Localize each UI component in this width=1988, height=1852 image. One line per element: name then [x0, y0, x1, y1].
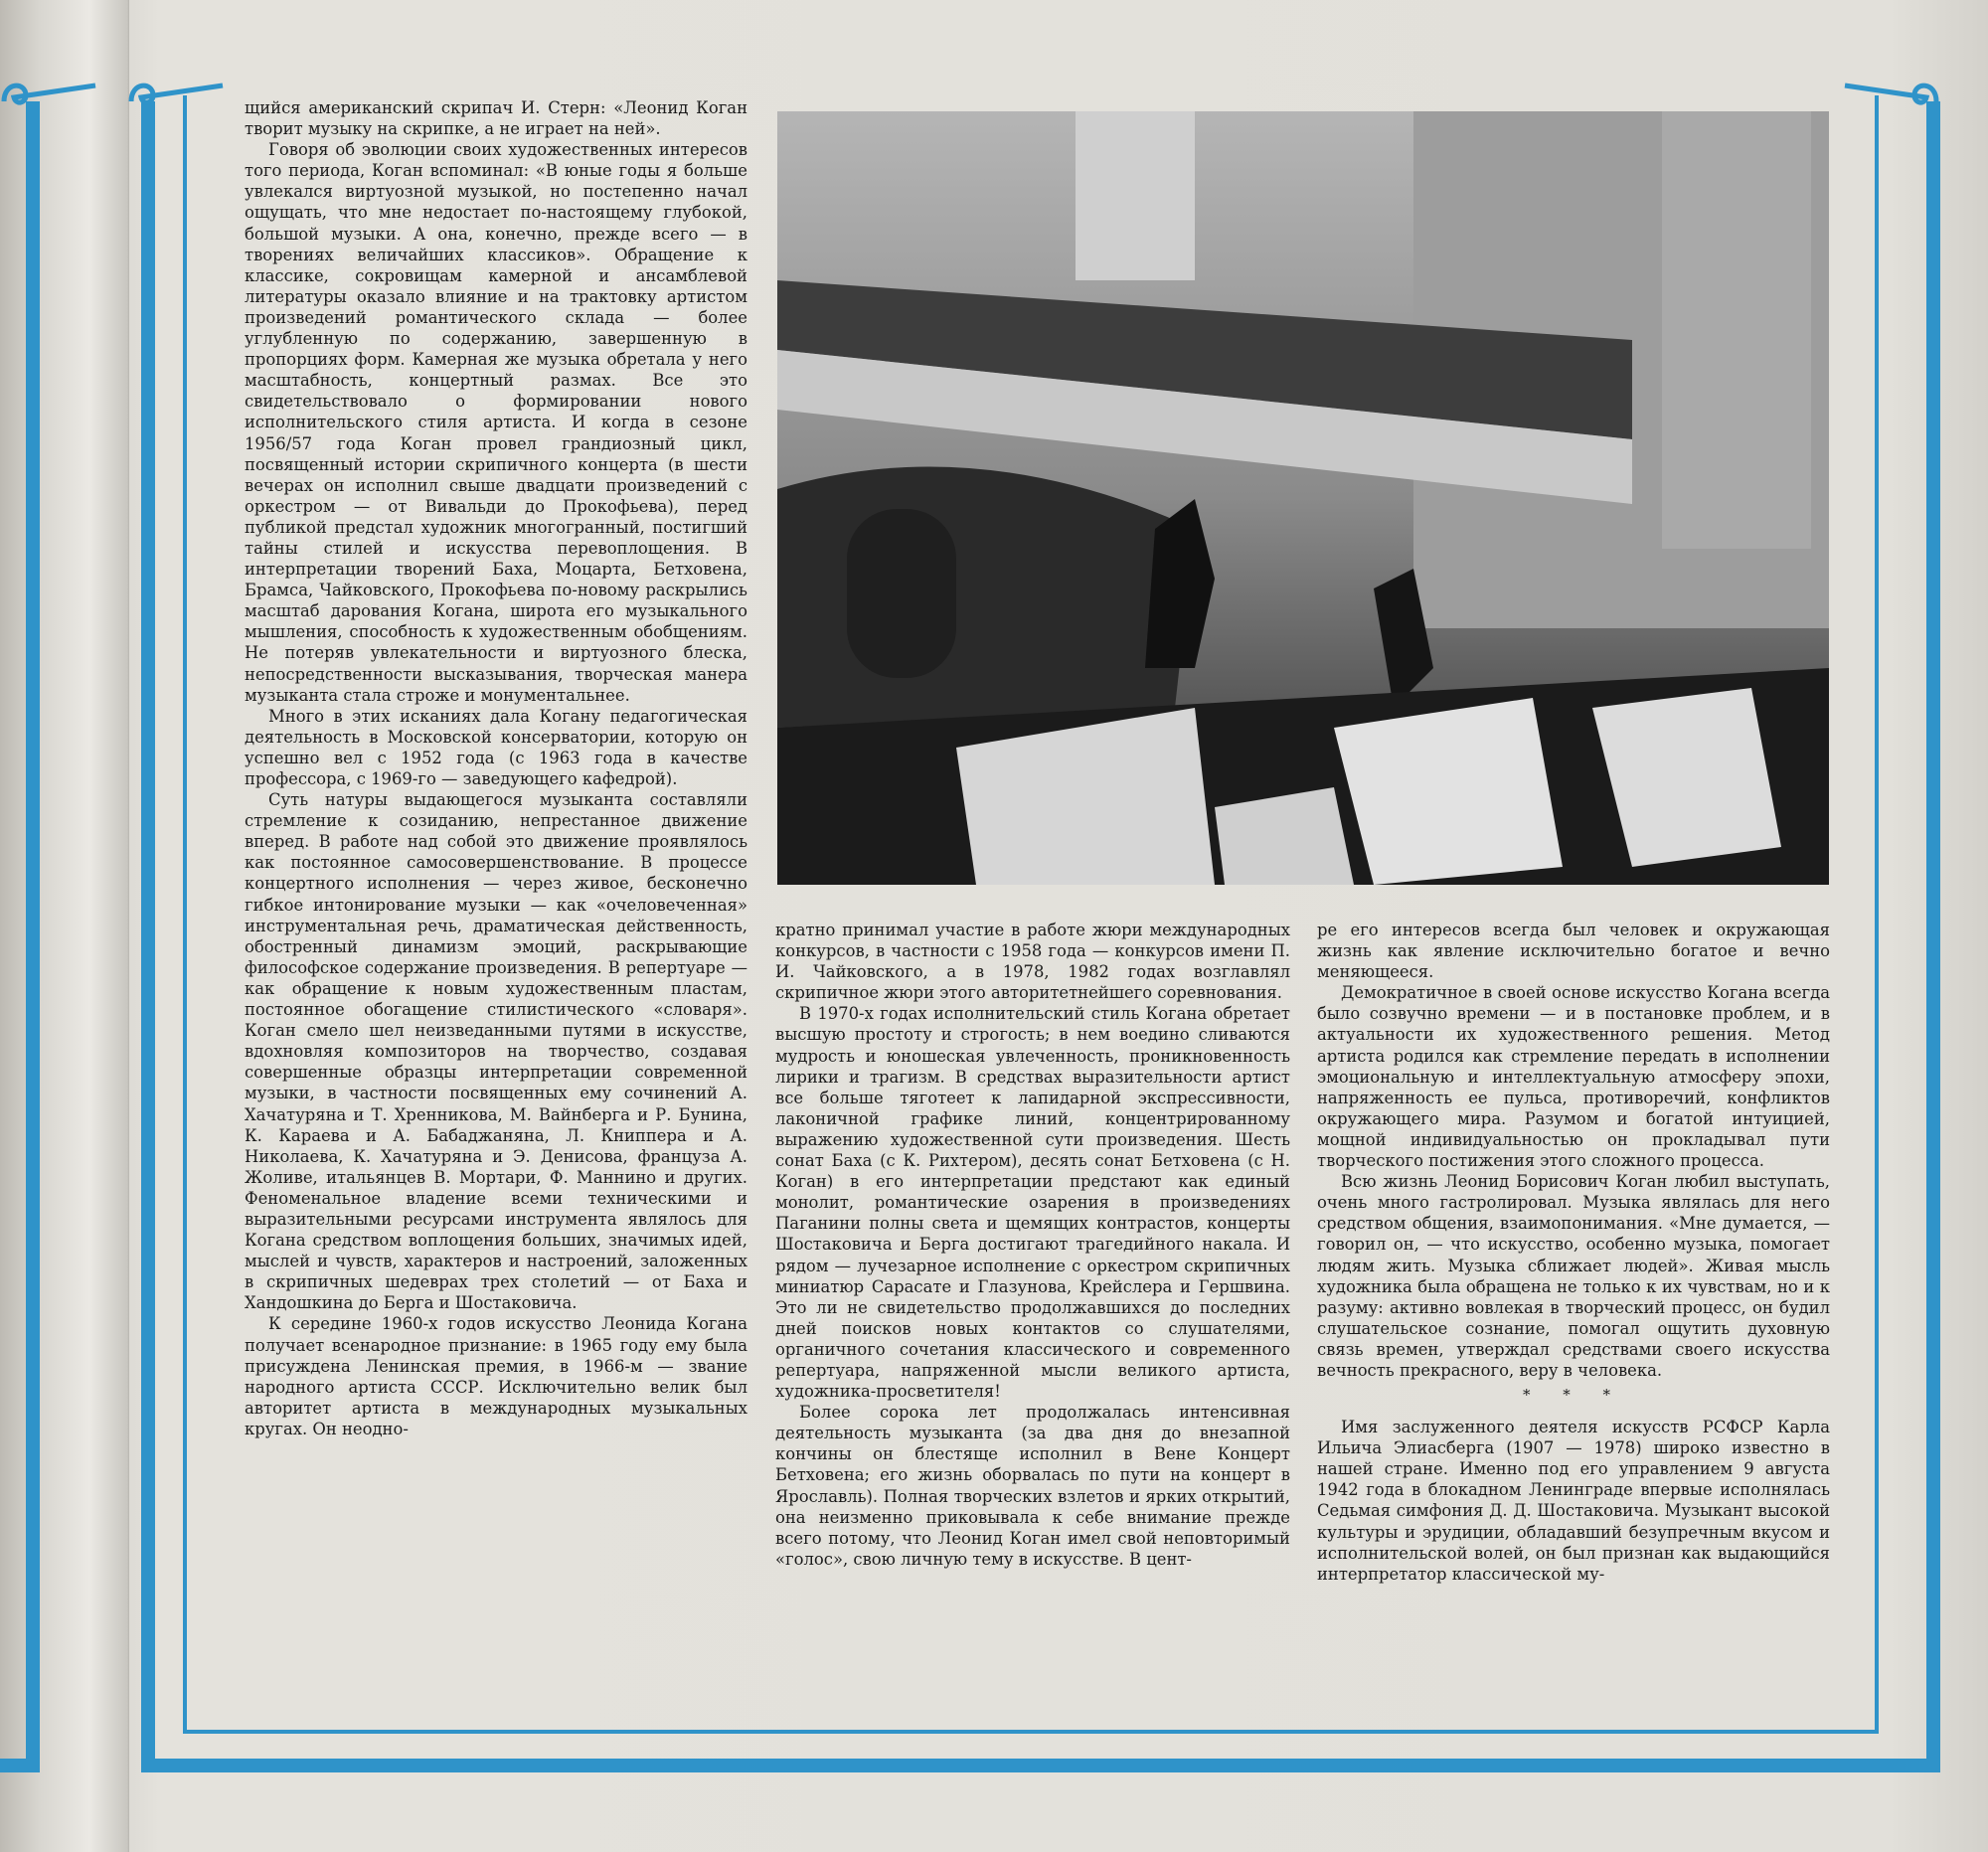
- left-panel-frame: [0, 101, 40, 1772]
- section-separator: * * *: [1522, 1386, 1625, 1405]
- paragraph: Много в этих исканиях дала Когану педагогическая деятельность в Московской консерватории, которую он успешно вел с 1952 года (с 1963 года в качестве профессора, с 1969-го — заведующего кафедрой).: [245, 706, 747, 788]
- concert-hall-photo-icon: [777, 111, 1829, 885]
- paragraph: К середине 1960-х годов искусство Леонида Когана получает всенародное признание: в 1965 году ему была присуждена Ленинская премия, в 1966-м — звание народного артиста СССР. Исключительно велик был авторитет артиста в международных музыкальных кругах. Он неодно-: [245, 1314, 747, 1438]
- scroll-ornament-icon: [127, 72, 227, 115]
- text-column-1: [245, 97, 747, 1439]
- paragraph: Демократичное в своей основе искусство Когана всегда было созвучно времени — и в постановке проблем, и в актуальности их художественного решения. Метод артиста родился как стремление передать в исполнении эмоциональную и интеллектуальную атмосферу эпохи, напряженность ее пульса, противоречий, конфликтов окружающего мира. Разумом и богатой интуицией, мощной индивидуальностью он прокладывал пути творческого постижения этого сложного процесса.: [1317, 983, 1830, 1171]
- paragraph: Всю жизнь Леонид Борисович Коган любил выступать, очень много гастролировал. Музыка являлась для него средством общения, взаимопонимания. «Мне думается, — говорил он, — что искусство, особенно музыка, помогает людям жить. Музыка сближает людей». Живая мысль художника была обращена не только к их чувствам, но и к разуму: активно вовлекая в творческий процесс, он будил слушательское сознание, помогал ощутить духовную связь времен, утверждал средствами своего искусства вечность прекрасного, веру в человека.: [1317, 1172, 1830, 1380]
- scroll-ornament-icon: [0, 72, 99, 115]
- paragraph: В 1970-х годах исполнительский стиль Когана обретает высшую простоту и строгость; в нем воедино сливаются мудрость и юношеская увлеченность, проникновенность лирики и трагизм. В средствах выразительности артист все больше тяготеет к лапидарной экспрессивности, лаконичной графике линий, концентрированному выражению художественной сути произведения. Шесть сонат Баха (с К. Рихтером), десять сонат Бетховена (с Н. Коган) в его интерпретации предстают как единый монолит, романтические озарения в произведениях Паганини полны света и щемящих контрастов, концерты Шостаковича и Берга достигают трагедийного накала. И рядом — лучезарное исполнение с оркестром скрипичных миниатюр Сарасате и Глазунова, Крейслера и Гершвина. Это ли не свидетельство продолжавшихся до последних дней поисков новых контактов со слушателями, органичного сочетания классического и современного репертуара, напряженной мысли великого артиста, художника-просветителя!: [775, 1004, 1290, 1402]
- paragraph: щийся американский скрипач И. Стерн: «Леонид Коган творит музыку на скрипке, а не играет на ней».: [245, 98, 747, 139]
- paragraph: Более сорока лет продолжалась интенсивная деятельность музыканта (за два дня до внезапной кончины он блестяще исполнил в Вене Концерт Бетховена; его жизнь оборвалась по пути на концерт в Ярославль). Полная творческих взлетов и ярких открытий, она неизменно приковывала к себе внимание прежде всего потому, что Леонид Коган имел свой неповторимый «голос», свою личную тему в искусстве. В цент-: [775, 1403, 1290, 1569]
- paragraph: ре его интересов всегда был человек и окружающая жизнь как явление исключительно богатое и вечно меняющееся.: [1317, 921, 1830, 982]
- paragraph: кратно принимал участие в работе жюри международных конкурсов, в частности с 1958 года — конкурсов имени П. И. Чайковского, а в 1978, 1982 годах возглавлял скрипичное жюри этого авторитетнейшего соревнования.: [775, 921, 1290, 1003]
- text-column-2: [775, 920, 1290, 1570]
- paragraph: Суть натуры выдающегося музыканта составляли стремление к созиданию, непрестанное движение вперед. В работе над собой это движение проявлялось как постоянное самосовершенствование. В процессе концертного исполнения — через живое, бесконечно гибкое интонирование музыки — как «очеловеченная» инструментальная речь, драматическая действенность, обостренный динамизм эмоций, раскрывающие философское содержание произведения. В репертуаре — как обращение к новым художественным пластам, постоянное обогащение стилистического «словаря». Коган смело шел неизведанными путями в искусстве, вдохновляя композиторов на творчество, создавая совершенные образцы интерпретации современной музыки, в частности посвященных ему сочинений А. Хачатуряна и Т. Хренникова, М. Вайнберга и Р. Бунина, К. Караева и А. Бабаджаняна, Л. Книппера и А. Николаева, К. Хачатуряна и Э. Денисова, француза А. Жоливе, итальянцев В. Мортари, Ф. Маннино и других. Феноменальное владение всеми техническими и выразительными ресурсами инструмента являлось для Когана средством воплощения больших, значимых идей, мыслей и чувств, характеров и настроений, заложенных в скрипичных шедеврах трех столетий — от Баха и Хандошкина до Берга и Шостаковича.: [245, 790, 747, 1313]
- text-column-3: [1317, 920, 1830, 1585]
- scroll-ornament-icon: [1841, 72, 1940, 115]
- paragraph: Говоря об эволюции своих художественных интересов того периода, Коган вспоминал: «В юные годы я больше увлекался виртуозной музыкой, но постепенно начал ощущать, что мне недостает по-настоящему глубокой, большой музыки. А она, конечно, прежде всего — в творениях величайших классиков». Обращение к классике, сокровищам камерной и ансамблевой литературы оказало влияние и на трактовку артистом произведений романтического склада — более углубленную по содержанию, завершенную в пропорциях форм. Камерная же музыка обретала у него масштабность, концертный размах. Все это свидетельствовало о формировании нового исполнительского стиля артиста. И когда в сезоне 1956/57 года Коган провел грандиозный цикл, посвященный истории скрипичного концерта (в шести вечерах он исполнил свыше двадцати произведений с оркестром — от Вивальди до Прокофьева), перед публикой предстал художник многогранный, постигший тайны стилей и искусства перевоплощения. В интерпретации творений Баха, Моцарта, Бетховена, Брамса, Чайковского, Прокофьева по-новому раскрылись масштаб дарования Когана, широта его музыкального мышления, способность к художественным обобщениям. Не потеряв увлекательности и виртуозного блеска, непосредственности высказывания, творческая манера музыканта стала строже и монументальнее.: [245, 140, 747, 705]
- paragraph: Имя заслуженного деятеля искусств РСФСР Карла Ильича Элиасберга (1907 — 1978) широко известно в нашей стране. Именно под его управлением 9 августа 1942 года в блокадном Ленинграде впервые исполнялась Седьмая симфония Д. Д. Шостаковича. Музыкант высокой культуры и эрудиции, обладавший безупречным вкусом и исполнительской волей, он был признан как выдающийся интерпретатор классической му-: [1317, 1418, 1830, 1584]
